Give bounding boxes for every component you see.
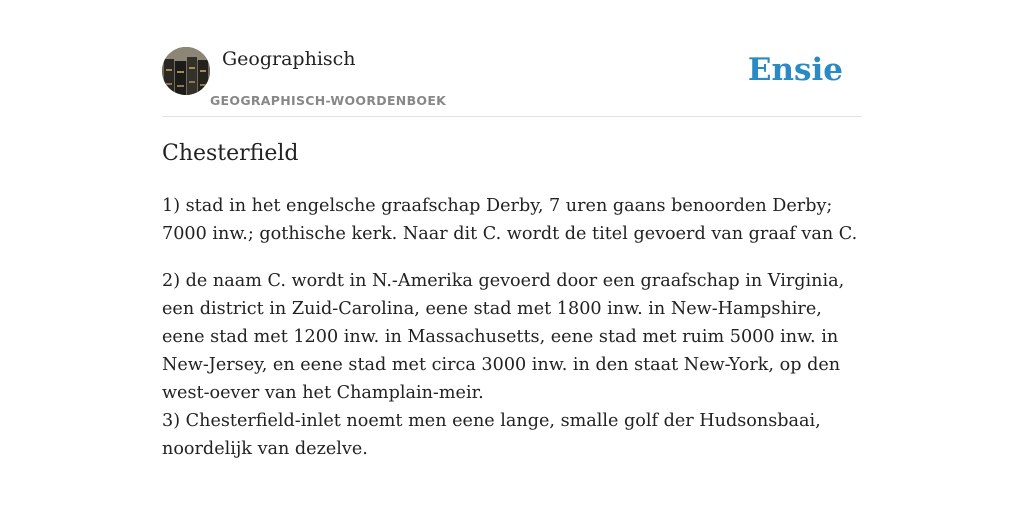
definition-paragraph-3: 3) Chesterfield-inlet noemt men eene lange, smalle golf der Hudsonsbaai, noordelijk van dezelve. bbox=[162, 411, 821, 459]
article-title: Chesterfield bbox=[162, 141, 299, 166]
source-header bbox=[162, 46, 862, 117]
ensie-logo-link[interactable]: Ensie bbox=[747, 52, 843, 88]
book-spines-icon bbox=[162, 47, 210, 95]
source-name[interactable]: Geographisch bbox=[222, 48, 356, 70]
definition-paragraph-2: 2) de naam C. wordt in N.-Amerika gevoerd door een graafschap in Virginia, een district in Zuid-Carolina, eene stad met 1800 inw. in New-Hampshire, eene stad met 1200 inw. in Massachusetts, eene stad met ruim 5000 inw. in New-Jersey, en eene stad met circa 3000 inw. in den staat New-York, op den west-oever van het Champlain-meir. bbox=[162, 271, 845, 403]
article-body bbox=[162, 192, 862, 463]
source-slug[interactable]: GEOGRAPHISCH-WOORDENBOEK bbox=[210, 93, 447, 108]
source-avatar[interactable] bbox=[162, 47, 210, 95]
definition-paragraph-1: 1) stad in het engelsche graafschap Derby, 7 uren gaans benoorden Derby; 7000 inw.; gothische kerk. Naar dit C. wordt de titel gevoerd van graaf van C. bbox=[162, 196, 858, 244]
